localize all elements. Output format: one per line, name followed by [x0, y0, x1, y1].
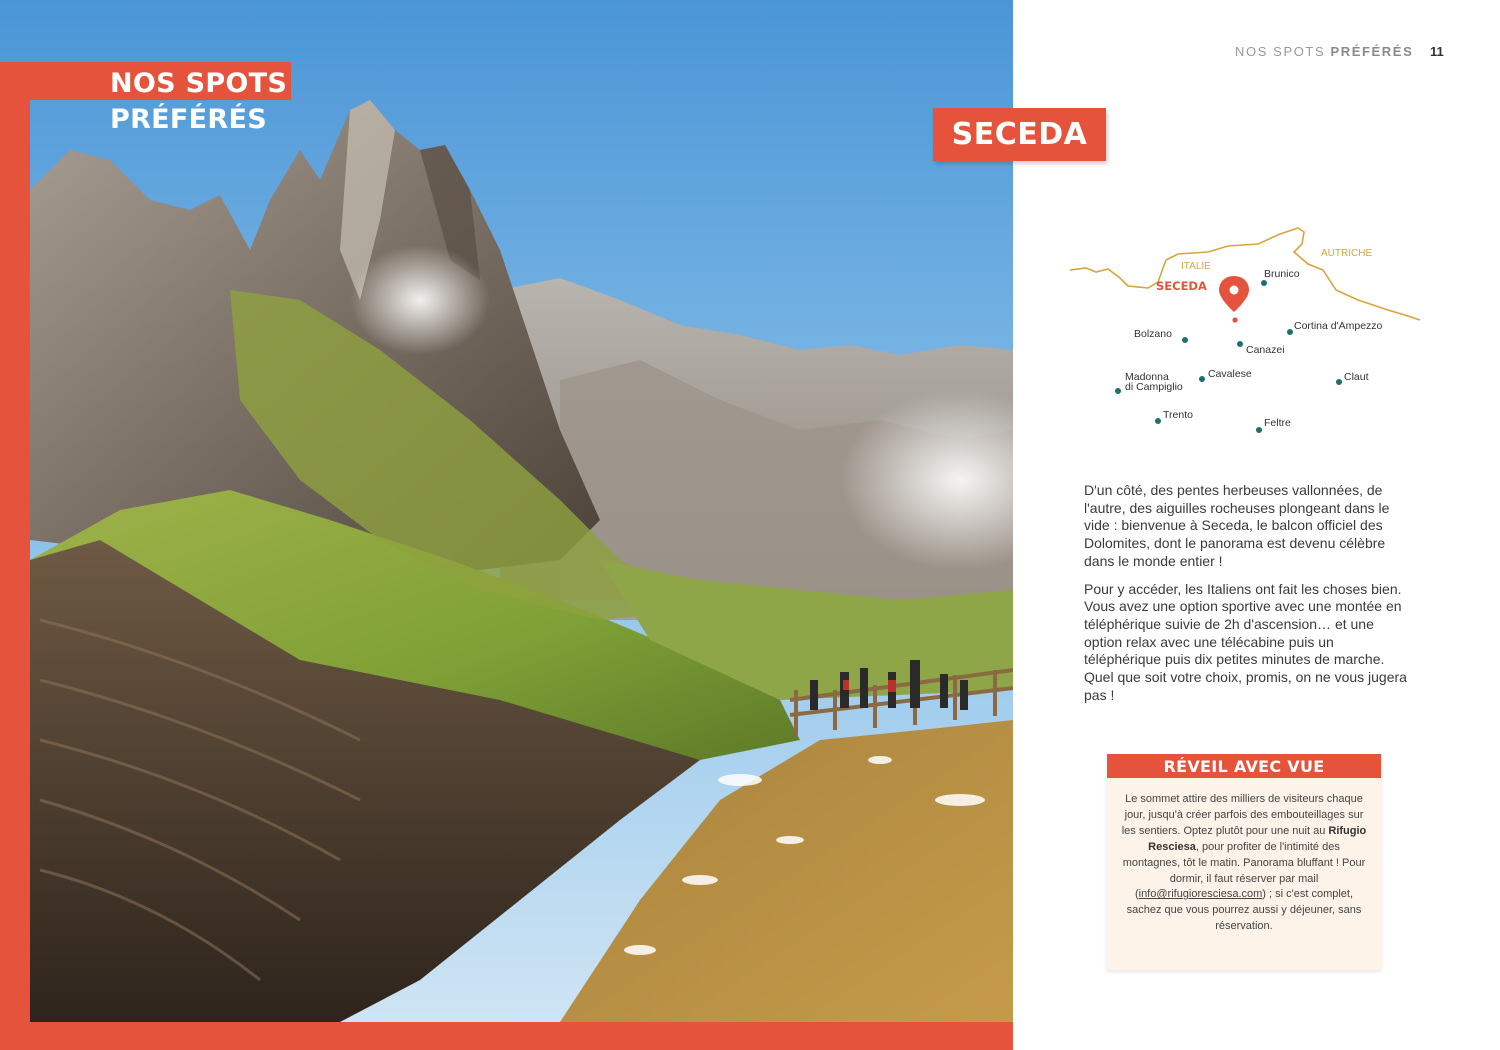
- callout-refuge-name: Rifugio Resciesa: [1148, 824, 1367, 853]
- right-page: [951, 0, 1500, 1050]
- spot-title: SECEDA: [951, 117, 1088, 152]
- spot-title-box: [933, 108, 1106, 161]
- map-town-trento: Trento: [1163, 409, 1193, 421]
- map-town-cortina: Cortina d'Ampezzo: [1294, 320, 1383, 332]
- callout-email-link[interactable]: info@rifugioresciesa.com: [1138, 888, 1263, 901]
- location-pin-icon: [1219, 276, 1249, 323]
- red-frame-left: [0, 62, 30, 1050]
- callout-title: RÉVEIL AVEC VUE: [1163, 756, 1325, 776]
- running-head-bold: PRÉFÉRÉS: [1330, 44, 1414, 59]
- section-title-line1: NOS SPOTS: [110, 68, 288, 99]
- map-dot-cortina: [1287, 329, 1293, 335]
- map-town-claut: Claut: [1344, 371, 1369, 383]
- map-label-seceda: SECEDA: [1156, 279, 1207, 293]
- callout-box: [1107, 754, 1381, 970]
- map-town-brunico: Brunico: [1264, 268, 1300, 280]
- map-dot-bolzano: [1182, 337, 1188, 343]
- map-town-campiglio: di Campiglio: [1125, 381, 1183, 393]
- map-town-madonna: Madonna: [1125, 371, 1169, 383]
- running-head: [1235, 44, 1413, 59]
- map-label-italie: ITALIE: [1181, 261, 1211, 272]
- map-dot-canazei: [1237, 341, 1243, 347]
- section-title-line2: PRÉFÉRÉS: [110, 104, 267, 135]
- map-dot-madonna: [1115, 388, 1121, 394]
- callout-text-part1: Le sommet attire des milliers de visiteurs chaque jour, jusqu'à créer parfois des embouteillages sur les sentiers. Optez plutôt pour une nuit au: [1121, 793, 1364, 837]
- map-town-canazei: Canazei: [1246, 344, 1285, 356]
- location-map: [1068, 220, 1428, 440]
- callout-text: [1107, 778, 1381, 935]
- callout-header: [1107, 754, 1381, 778]
- map-dot-trento: [1155, 418, 1161, 424]
- map-town-cavalese: Cavalese: [1208, 368, 1252, 380]
- page-number: 11: [1430, 44, 1444, 59]
- paragraph-1: D'un côté, des pentes herbeuses vallonnées, de l'autre, des aiguilles rocheuses plongeant dans le vide : bienvenue à Seceda, le balcon officiel des Dolomites, dont le panorama est devenu célèbre dans le monde entier !: [1084, 482, 1390, 569]
- map-dot-brunico: [1261, 280, 1267, 286]
- map-dot-claut: [1336, 379, 1342, 385]
- map-dot-feltre: [1256, 427, 1262, 433]
- callout-text-part2: , pour profiter de l'intimité des montagnes, tôt le matin. Panorama bluffant ! Pour dormir, il faut réserver par mail (: [1122, 840, 1366, 901]
- red-frame-bottom: [0, 1022, 1013, 1050]
- paragraph-2: Pour y accéder, les Italiens ont fait les choses bien. Vous avez une option sportive avec une montée en téléphérique suivie de 2h d'ascension… et une option relax avec une télécabine puis un téléphérique puis dix petites minutes de marche. Quel que soit votre choix, promis, on ne vous jugera pas !: [1084, 580, 1407, 703]
- map-border-line: [1070, 228, 1420, 320]
- map-label-autriche: AUTRICHE: [1321, 248, 1373, 259]
- map-dot-cavalese: [1199, 376, 1205, 382]
- article-body: [1084, 482, 1414, 714]
- callout-text-part3: ) ; si c'est complet, sachez que vous pourrez aussi y déjeuner, sans réservation.: [1126, 888, 1362, 933]
- section-title: [110, 66, 287, 138]
- running-head-light: NOS SPOTS: [1235, 44, 1331, 59]
- map-town-bolzano: Bolzano: [1134, 328, 1172, 340]
- map-town-feltre: Feltre: [1264, 417, 1291, 429]
